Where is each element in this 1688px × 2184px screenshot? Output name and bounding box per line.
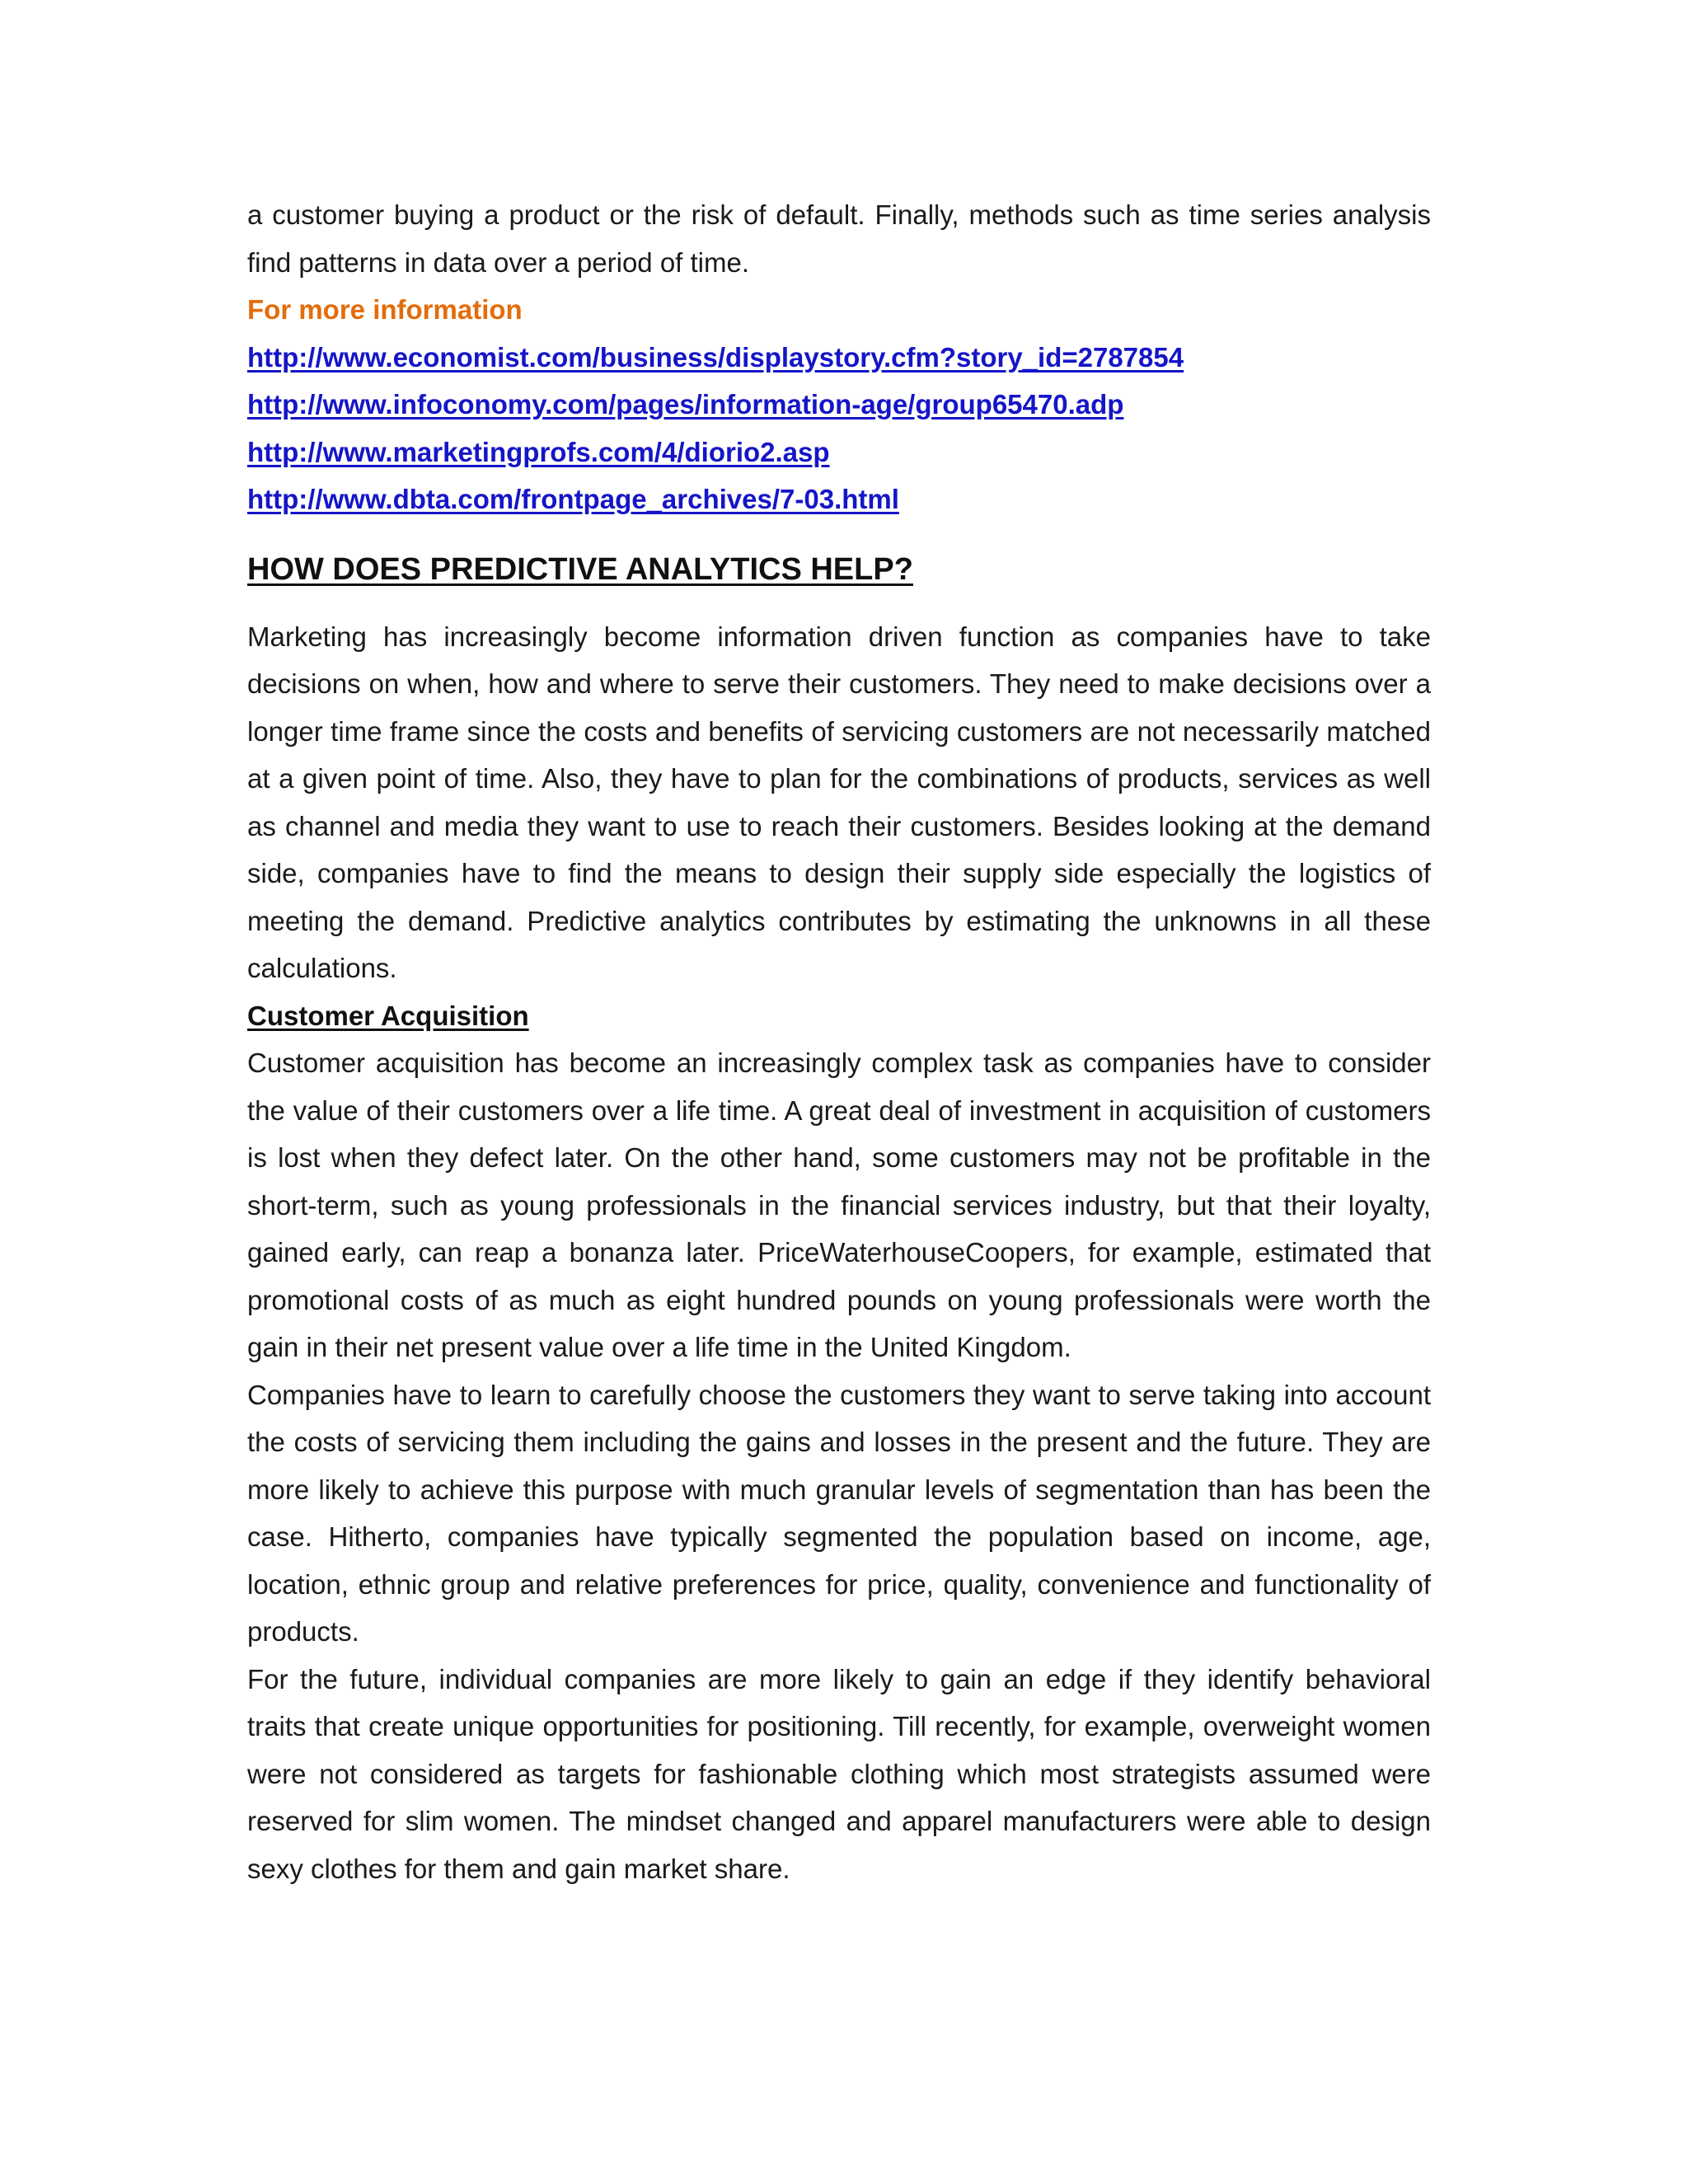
document-page bbox=[247, 191, 1431, 1892]
link-marketingprofs[interactable]: http://www.marketingprofs.com/4/diorio2.asp bbox=[247, 436, 830, 467]
section-heading: HOW DOES PREDICTIVE ANALYTICS HELP? bbox=[247, 551, 913, 587]
marketing-paragraph: Marketing has increasingly become information driven function as companies have to take decisions on when, how and where to serve their customers. They need to make decisions over a longer time frame since the costs and benefits of servicing customers are not necessarily matched at a given point of time. Also, they have to plan for the combinations of products, services as well as channel and media they want to use to reach their customers. Besides looking at the demand side, companies have to find the means to design their supply side especially the logistics of meeting the demand. Predictive analytics contributes by estimating the unknowns in all these calculations. bbox=[247, 621, 1431, 983]
acquisition-paragraph-3: For the future, individual companies are more likely to gain an edge if they identify behavioral traits that create unique opportunities for positioning. Till recently, for example, overweight women were not considered as targets for fashionable clothing which most strategists assumed were reserved for slim women. The mindset changed and apparel manufacturers were able to design sexy clothes for them and gain market share. bbox=[247, 1663, 1431, 1884]
acquisition-paragraph-1: Customer acquisition has become an increasingly complex task as companies have to consider the value of their customers over a life time. A great deal of investment in acquisition of customers is lost when they defect later. On the other hand, some customers may not be profitable in the short-term, such as young professionals in the financial services industry, but that their loyalty, gained early, can reap a bonanza later. PriceWaterhouseCoopers, for example, estimated that promotional costs of as much as eight hundred pounds on young professionals were worth the gain in their net present value over a life time in the United Kingdom. bbox=[247, 1047, 1431, 1362]
link-economist[interactable]: http://www.economist.com/business/displaystory.cfm?story_id=2787854 bbox=[247, 341, 1184, 373]
intro-paragraph: a customer buying a product or the risk of default. Finally, methods such as time series analysis find patterns in data over a period of time. bbox=[247, 199, 1431, 278]
acquisition-paragraph-2: Companies have to learn to carefully choose the customers they want to serve taking into account the costs of servicing them including the gains and losses in the present and the future. They are more likely to achieve this purpose with much granular levels of segmentation than has been the case. Hitherto, companies have typically segmented the population based on income, age, location, ethnic group and relative preferences for price, quality, convenience and functionality of products. bbox=[247, 1379, 1431, 1647]
customer-acquisition-heading: Customer Acquisition bbox=[247, 1000, 529, 1031]
link-dbta[interactable]: http://www.dbta.com/frontpage_archives/7-03.html bbox=[247, 484, 899, 514]
link-infoconomy[interactable]: http://www.infoconomy.com/pages/information-age/group65470.adp bbox=[247, 389, 1124, 419]
more-info-label: For more information bbox=[247, 294, 523, 325]
